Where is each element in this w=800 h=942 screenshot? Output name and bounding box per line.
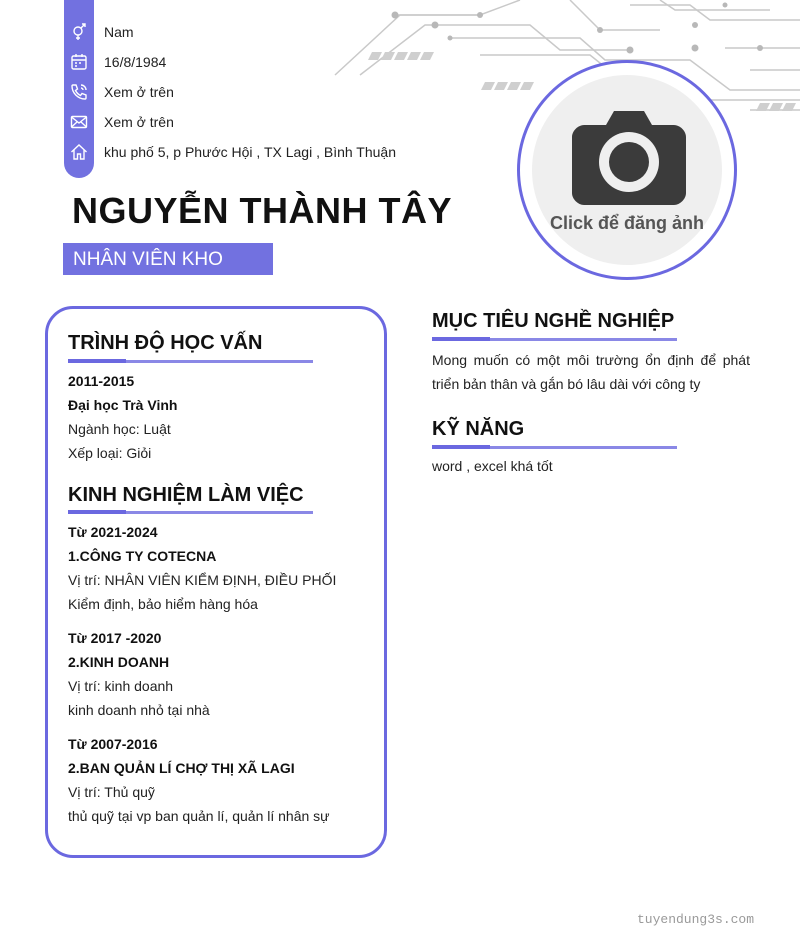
camera-icon — [570, 103, 688, 207]
objective-text: Mong muốn có một môi trường ổn định để phát triển bản thân và gắn bó lâu dài với công ty — [432, 352, 750, 392]
job-company: 1.CÔNG TY COTECNA — [68, 548, 217, 564]
gender-icon — [69, 22, 89, 42]
job-title: NHÂN VIÊN KHO — [73, 249, 223, 270]
photo-frame — [517, 60, 737, 280]
job-period: Từ 2021-2024 — [68, 524, 158, 540]
skills-title-accent — [432, 445, 490, 449]
job-position: Vị trí: Thủ quỹ — [68, 784, 155, 800]
home-icon — [69, 142, 89, 162]
job-period: Từ 2017 -2020 — [68, 630, 162, 646]
job-description: Kiểm định, bảo hiểm hàng hóa — [68, 596, 258, 612]
gender-value: Nam — [104, 24, 134, 40]
dob-value: 16/8/1984 — [104, 54, 167, 70]
objective-title-accent — [432, 337, 490, 341]
job-company: 2.BAN QUẢN LÍ CHỢ THỊ XÃ LAGI — [68, 760, 295, 776]
job-position: Vị trí: kinh doanh — [68, 678, 174, 694]
phone-value[interactable]: Xem ở trên — [104, 84, 174, 100]
objective-title: MỤC TIÊU NGHỀ NGHIỆP — [432, 310, 675, 332]
job-title-badge — [63, 243, 273, 275]
experience-title-accent — [68, 510, 126, 514]
skills-title: KỸ NĂNG — [432, 418, 525, 440]
job-position: Vị trí: NHÂN VIÊN KIỂM ĐỊNH, ĐIỀU PHỐI — [68, 572, 337, 588]
job-description: thủ quỹ tại vp ban quản lí, quản lí nhân sự — [68, 808, 330, 824]
education-title: TRÌNH ĐỘ HỌC VẤN — [68, 332, 263, 354]
phone-icon — [69, 82, 89, 102]
email-value[interactable]: Xem ở trên — [104, 114, 174, 130]
candidate-name: NGUYỄN THÀNH TÂY — [72, 190, 453, 231]
education-period: 2011-2015 — [68, 373, 135, 389]
mail-icon — [69, 112, 89, 132]
experience-title: KINH NGHIỆM LÀM VIỆC — [68, 484, 304, 506]
education-school: Đại học Trà Vinh — [68, 397, 178, 413]
address-value: khu phố 5, p Phước Hội , TX Lagi , Bình Thuận — [104, 144, 396, 160]
education-grade: Xếp loại: Giỏi — [68, 445, 152, 461]
education-title-accent — [68, 359, 126, 363]
calendar-icon — [69, 52, 89, 72]
job-period: Từ 2007-2016 — [68, 736, 158, 752]
skills-text: word , excel khá tốt — [432, 458, 553, 474]
job-description: kinh doanh nhỏ tại nhà — [68, 702, 210, 718]
education-major: Ngành học: Luật — [68, 421, 171, 437]
watermark: tuyendung3s.com — [637, 912, 755, 927]
photo-upload-label: Click để đăng ảnh — [549, 213, 705, 233]
job-company: 2.KINH DOANH — [68, 654, 170, 670]
photo-upload-button[interactable] — [532, 75, 722, 265]
